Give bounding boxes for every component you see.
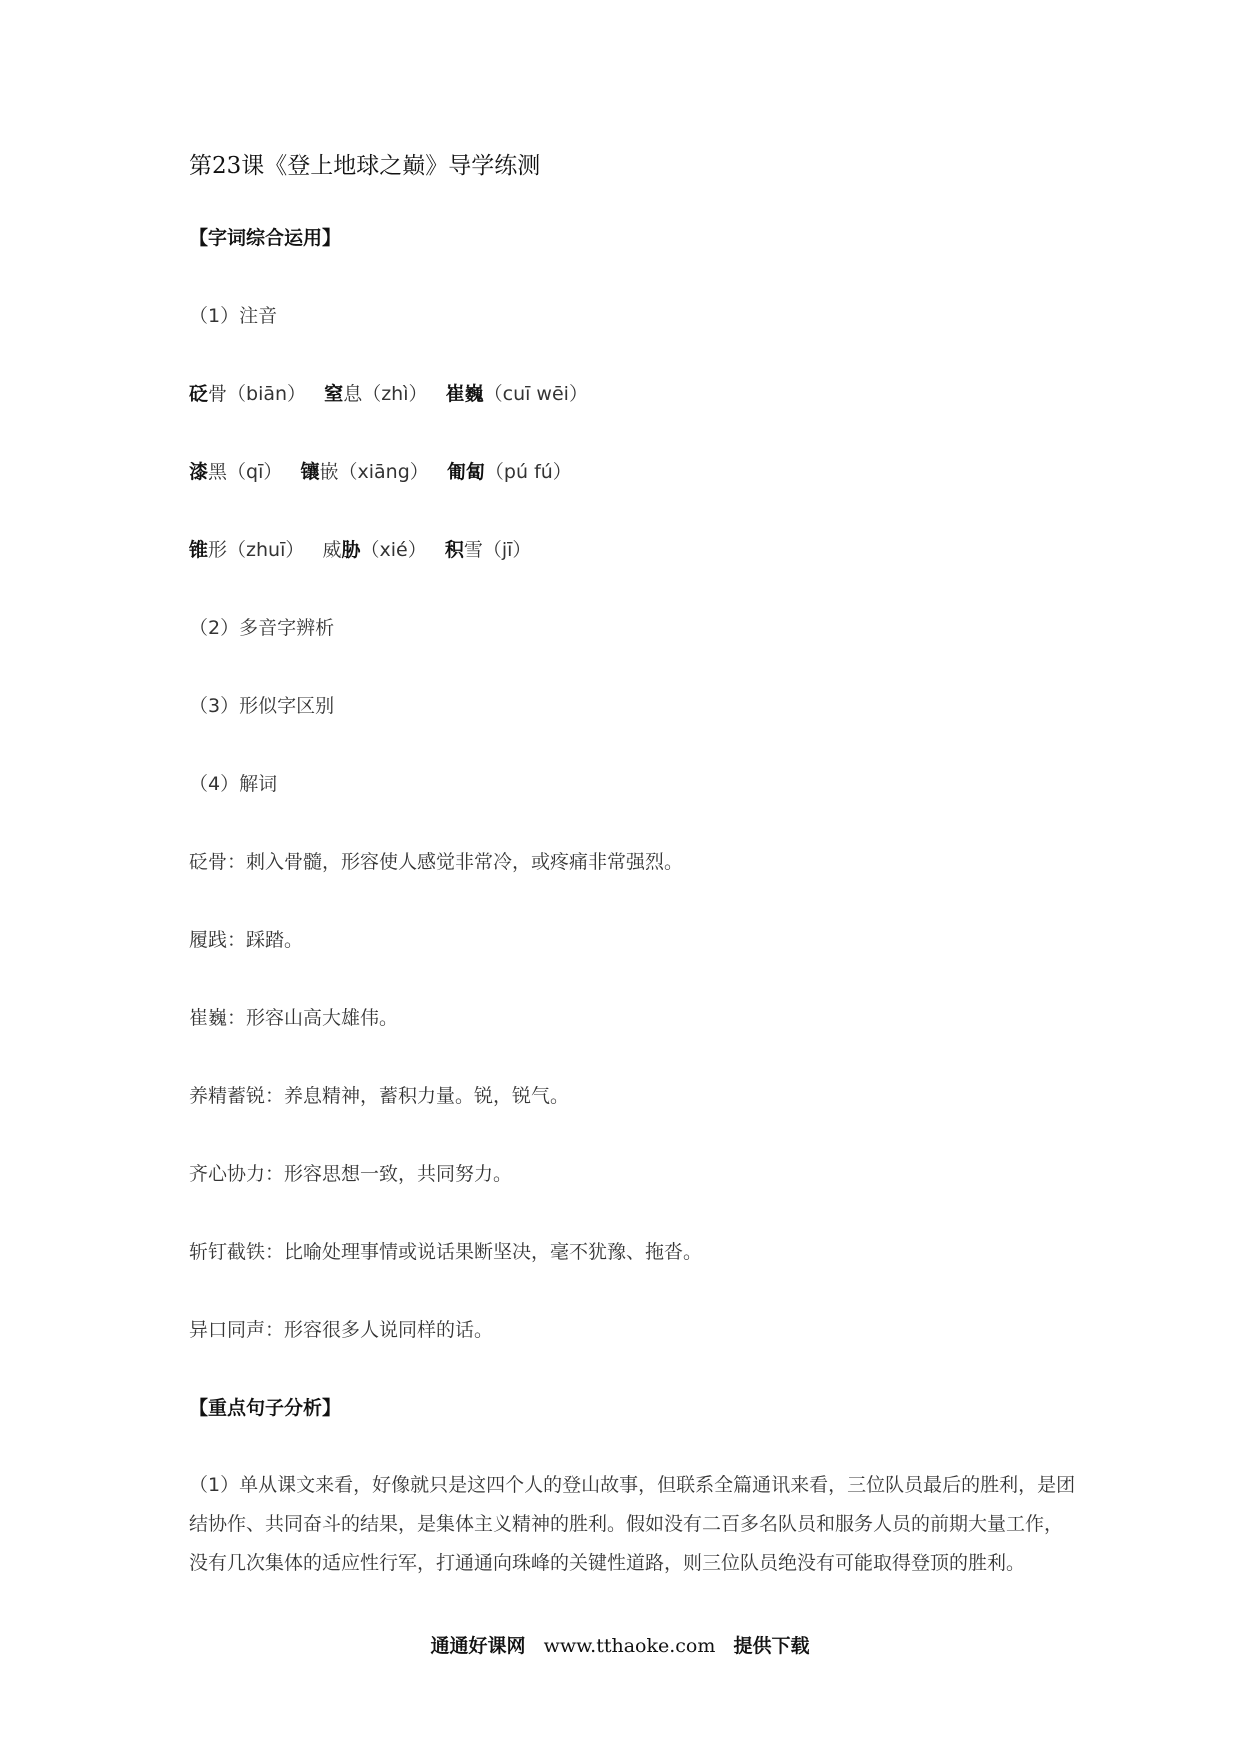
page-footer [0, 1631, 1240, 1658]
footer-suffix: 提供下载 [733, 1635, 810, 1657]
paragraph-line: 结协作、共同奋斗的结果，是集体主义精神的胜利。假如没有二百多名队员和服务人员的前期大量工作， [189, 1513, 1064, 1535]
pinyin-word-bold: 砭 [189, 383, 209, 405]
subheading-polyphone: （2）多音字辨析 [189, 617, 335, 639]
definition-item: 养精蓄锐：养息精神，蓄积力量。锐，锐气。 [189, 1085, 570, 1107]
subheading-explain: （4）解词 [189, 773, 278, 795]
paragraph-line: （1）单从课文来看，好像就只是这四个人的登山故事，但联系全篇通讯来看，三位队员最后的胜利，是团 [189, 1474, 1076, 1496]
pinyin-word-bold: 积 [444, 539, 464, 561]
pinyin-word-rest: 息（zhì） [343, 383, 428, 405]
pinyin-word-bold: 匍匐 [446, 461, 485, 483]
pinyin-word-rest: 黑（qī） [208, 461, 283, 483]
subheading-similar: （3）形似字区别 [189, 695, 335, 717]
pinyin-word-rest: 骨（biān） [208, 383, 307, 405]
pinyin-word-bold: 漆 [189, 461, 209, 483]
definition-item: 异口同声：形容很多人说同样的话。 [189, 1319, 494, 1341]
section-heading-vocab: 【字词综合运用】 [189, 227, 342, 249]
sentence-analysis-paragraph [189, 1466, 1076, 1583]
pinyin-word-bold: 崔巍 [445, 383, 484, 405]
pinyin-heading: （1）注音 [189, 305, 278, 327]
definition-item: 崔巍：形容山高大雄伟。 [189, 1007, 399, 1029]
pinyin-word-rest: （pú fú） [484, 461, 572, 483]
pinyin-row-3 [189, 538, 531, 562]
pinyin-word-bold: 窒 [324, 383, 344, 405]
pinyin-word-bold: 胁 [341, 539, 361, 561]
pinyin-word-rest: （cuī wēi） [483, 383, 588, 405]
pinyin-word-bold: 镶 [300, 461, 320, 483]
footer-site-name: 通通好课网 [430, 1635, 526, 1657]
pinyin-word-rest: 雪（jī） [463, 539, 532, 561]
pinyin-word-rest: 形（zhuī） [208, 539, 305, 561]
footer-url[interactable]: www.tthaoke.com [543, 1635, 716, 1657]
paragraph-line: 没有几次集体的适应性行军，打通通向珠峰的关键性道路，则三位队员绝没有可能取得登顶的胜利。 [189, 1552, 1026, 1574]
pinyin-word-bold: 锥 [189, 539, 209, 561]
definition-item: 齐心协力：形容思想一致，共同努力。 [189, 1163, 513, 1185]
definition-item: 履践：踩踏。 [189, 929, 304, 951]
pinyin-word-pre: 威 [322, 539, 342, 561]
definition-item: 砭骨：刺入骨髓，形容使人感觉非常冷，或疼痛非常强烈。 [189, 851, 684, 873]
definition-item: 斩钉截铁：比喻处理事情或说话果断坚决，毫不犹豫、拖沓。 [189, 1241, 703, 1263]
pinyin-row-1 [189, 382, 588, 406]
pinyin-word-rest: （xié） [360, 539, 427, 561]
pinyin-word-rest: 嵌（xiāng） [319, 461, 429, 483]
pinyin-row-2 [189, 460, 572, 484]
page-title: 第23课《登上地球之巅》导学练测 [189, 153, 541, 179]
section-heading-sentence: 【重点句子分析】 [189, 1397, 342, 1419]
